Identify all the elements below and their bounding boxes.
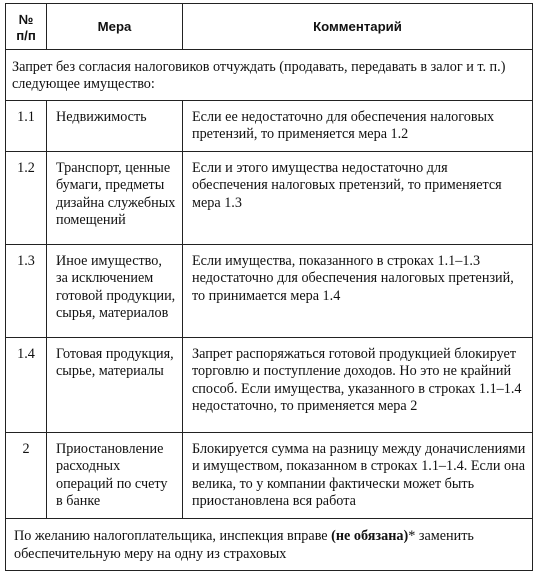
footer-text-bold: (не обязана): [331, 528, 409, 545]
table-row: [6, 433, 533, 519]
footer-text: [6, 519, 533, 571]
row-measure: Приостановление расходных операций по счету в банке: [47, 433, 183, 519]
intro-text: Запрет без согласия налоговиков отчуждать (продавать, передавать в залог и т. п.) следующее имущество:: [6, 50, 533, 101]
measures-table: [5, 3, 533, 571]
table-row: [6, 338, 533, 433]
table-header-row: [6, 4, 533, 50]
footer-row: [6, 519, 533, 571]
row-number: 1.3: [6, 245, 47, 338]
row-number: 1.1: [6, 100, 47, 152]
row-comment: Если и этого имущества недостаточно для обеспечения налоговых претензий, то применяется мера 1.3: [183, 152, 533, 245]
intro-row: [6, 50, 533, 101]
table-row: [6, 100, 533, 152]
header-comment: Комментарий: [183, 4, 533, 50]
row-measure: Готовая продукция, сырье, материалы: [47, 338, 183, 433]
table-row: [6, 245, 533, 338]
footer-text-after: * заменить обеспечительную меру на одну из страховых: [14, 528, 474, 562]
row-number: 1.2: [6, 152, 47, 245]
row-comment: Запрет распоряжаться готовой продукцией блокирует торговлю и поступление доходов. Но это не крайний способ. Если имущества, указанного в строках 1.1–1.4 недостаточно, то применяется мера 2: [183, 338, 533, 433]
row-measure: Недвижимость: [47, 100, 183, 152]
row-number: 2: [6, 433, 47, 519]
row-comment: Блокируется сумма на разницу между доначислениями и имуществом, показанном в строках 1.1–1.4. Если она велика, то у компании фактически может быть приостановлена вся работа: [183, 433, 533, 519]
header-measure: Мера: [47, 4, 183, 50]
header-number-line1: №: [18, 11, 34, 27]
header-number-line2: п/п: [16, 27, 36, 43]
row-comment: Если ее недостаточно для обеспечения налоговых претензий, то применяется мера 1.2: [183, 100, 533, 152]
row-measure: Иное имущество, за исключением готовой продукции, сырья, материалов: [47, 245, 183, 338]
row-measure: Транспорт, ценные бумаги, предметы дизайна служебных помещений: [47, 152, 183, 245]
row-comment: Если имущества, показанного в строках 1.1–1.3 недостаточно для обеспечения налоговых претензий, то принимается мера 1.4: [183, 245, 533, 338]
row-number: 1.4: [6, 338, 47, 433]
table-row: [6, 152, 533, 245]
header-number: [6, 4, 47, 50]
footer-text-before: По желанию налогоплательщика, инспекция вправе: [14, 528, 332, 545]
